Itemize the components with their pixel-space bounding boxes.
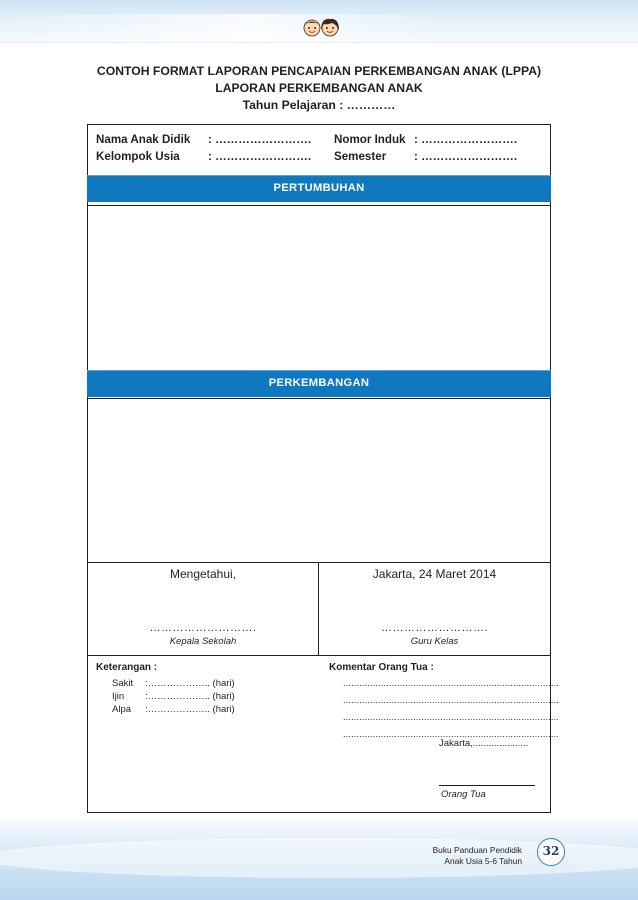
sakit-value: :……………….. (hari) [145,678,235,689]
orang-tua-label: Orang Tua [441,789,486,800]
place-date-label: Jakarta, 24 Maret 2014 [372,567,497,581]
semester-row [334,150,517,163]
document-title: CONTOH FORMAT LAPORAN PENCAPAIAN PERKEMBANGAN ANAK (LPPA) [96,64,542,78]
kepala-sekolah-signature-line: ………………………. [149,622,257,634]
ijin-row [112,691,235,702]
top-decorative-band [0,0,638,43]
induk-value: : ……………………. [414,133,518,146]
semester-value: : ……………………. [414,150,518,163]
keterangan-title: Keterangan : [96,662,158,673]
nama-value: : ……………………. [208,133,312,146]
kepala-sekolah-label: Kepala Sekolah [169,636,237,647]
nama-row [96,133,311,146]
academic-year: Tahun Pelajaran : ………… [242,98,396,112]
komentar-line: ................................................................................ [343,678,560,688]
orang-tua-signature-line [439,785,535,786]
mengetahui-label: Mengetahui, [169,567,237,581]
signature-bottom-rule [87,655,551,656]
komentar-line: ................................................................................ [343,712,560,722]
nama-label: Nama Anak Didik [96,133,191,146]
ijin-label: Ijin [112,691,125,702]
children-faces-icon [301,16,341,38]
alpa-label: Alpa [112,704,132,715]
induk-label: Nomor Induk [334,133,406,146]
pertumbuhan-header: PERTUMBUHAN [87,175,551,202]
kelompok-label: Kelompok Usia [96,150,180,163]
kelompok-value: : ……………………. [208,150,312,163]
komentar-place: Jakarta,..................... [439,738,529,749]
komentar-line: ................................................................................ [343,695,560,705]
pertumbuhan-top-rule [87,205,551,206]
document-subtitle: LAPORAN PERKEMBANGAN ANAK [215,81,423,95]
induk-row [334,133,517,146]
footer-book-subtitle: Anak Usia 5-6 Tahun [444,856,522,866]
komentar-title: Komentar Orang Tua : [329,662,434,673]
alpa-row [112,704,235,715]
sakit-row [112,678,235,689]
guru-kelas-label: Guru Kelas [410,636,459,647]
guru-kelas-signature-line: ………………………. [380,622,489,634]
ijin-value: :……………….. (hari) [145,691,235,702]
page-number: 32 [537,838,565,866]
komentar-line: ................................................................................ [343,729,560,739]
perkembangan-header: PERKEMBANGAN [87,370,551,397]
alpa-value: :……………….. (hari) [145,704,235,715]
sakit-label: Sakit [112,678,134,689]
signature-top-rule [87,562,551,563]
footer-book-title: Buku Panduan Pendidik [432,845,522,855]
semester-label: Semester [334,150,387,163]
kelompok-row [96,150,311,163]
perkembangan-top-rule [87,398,551,399]
